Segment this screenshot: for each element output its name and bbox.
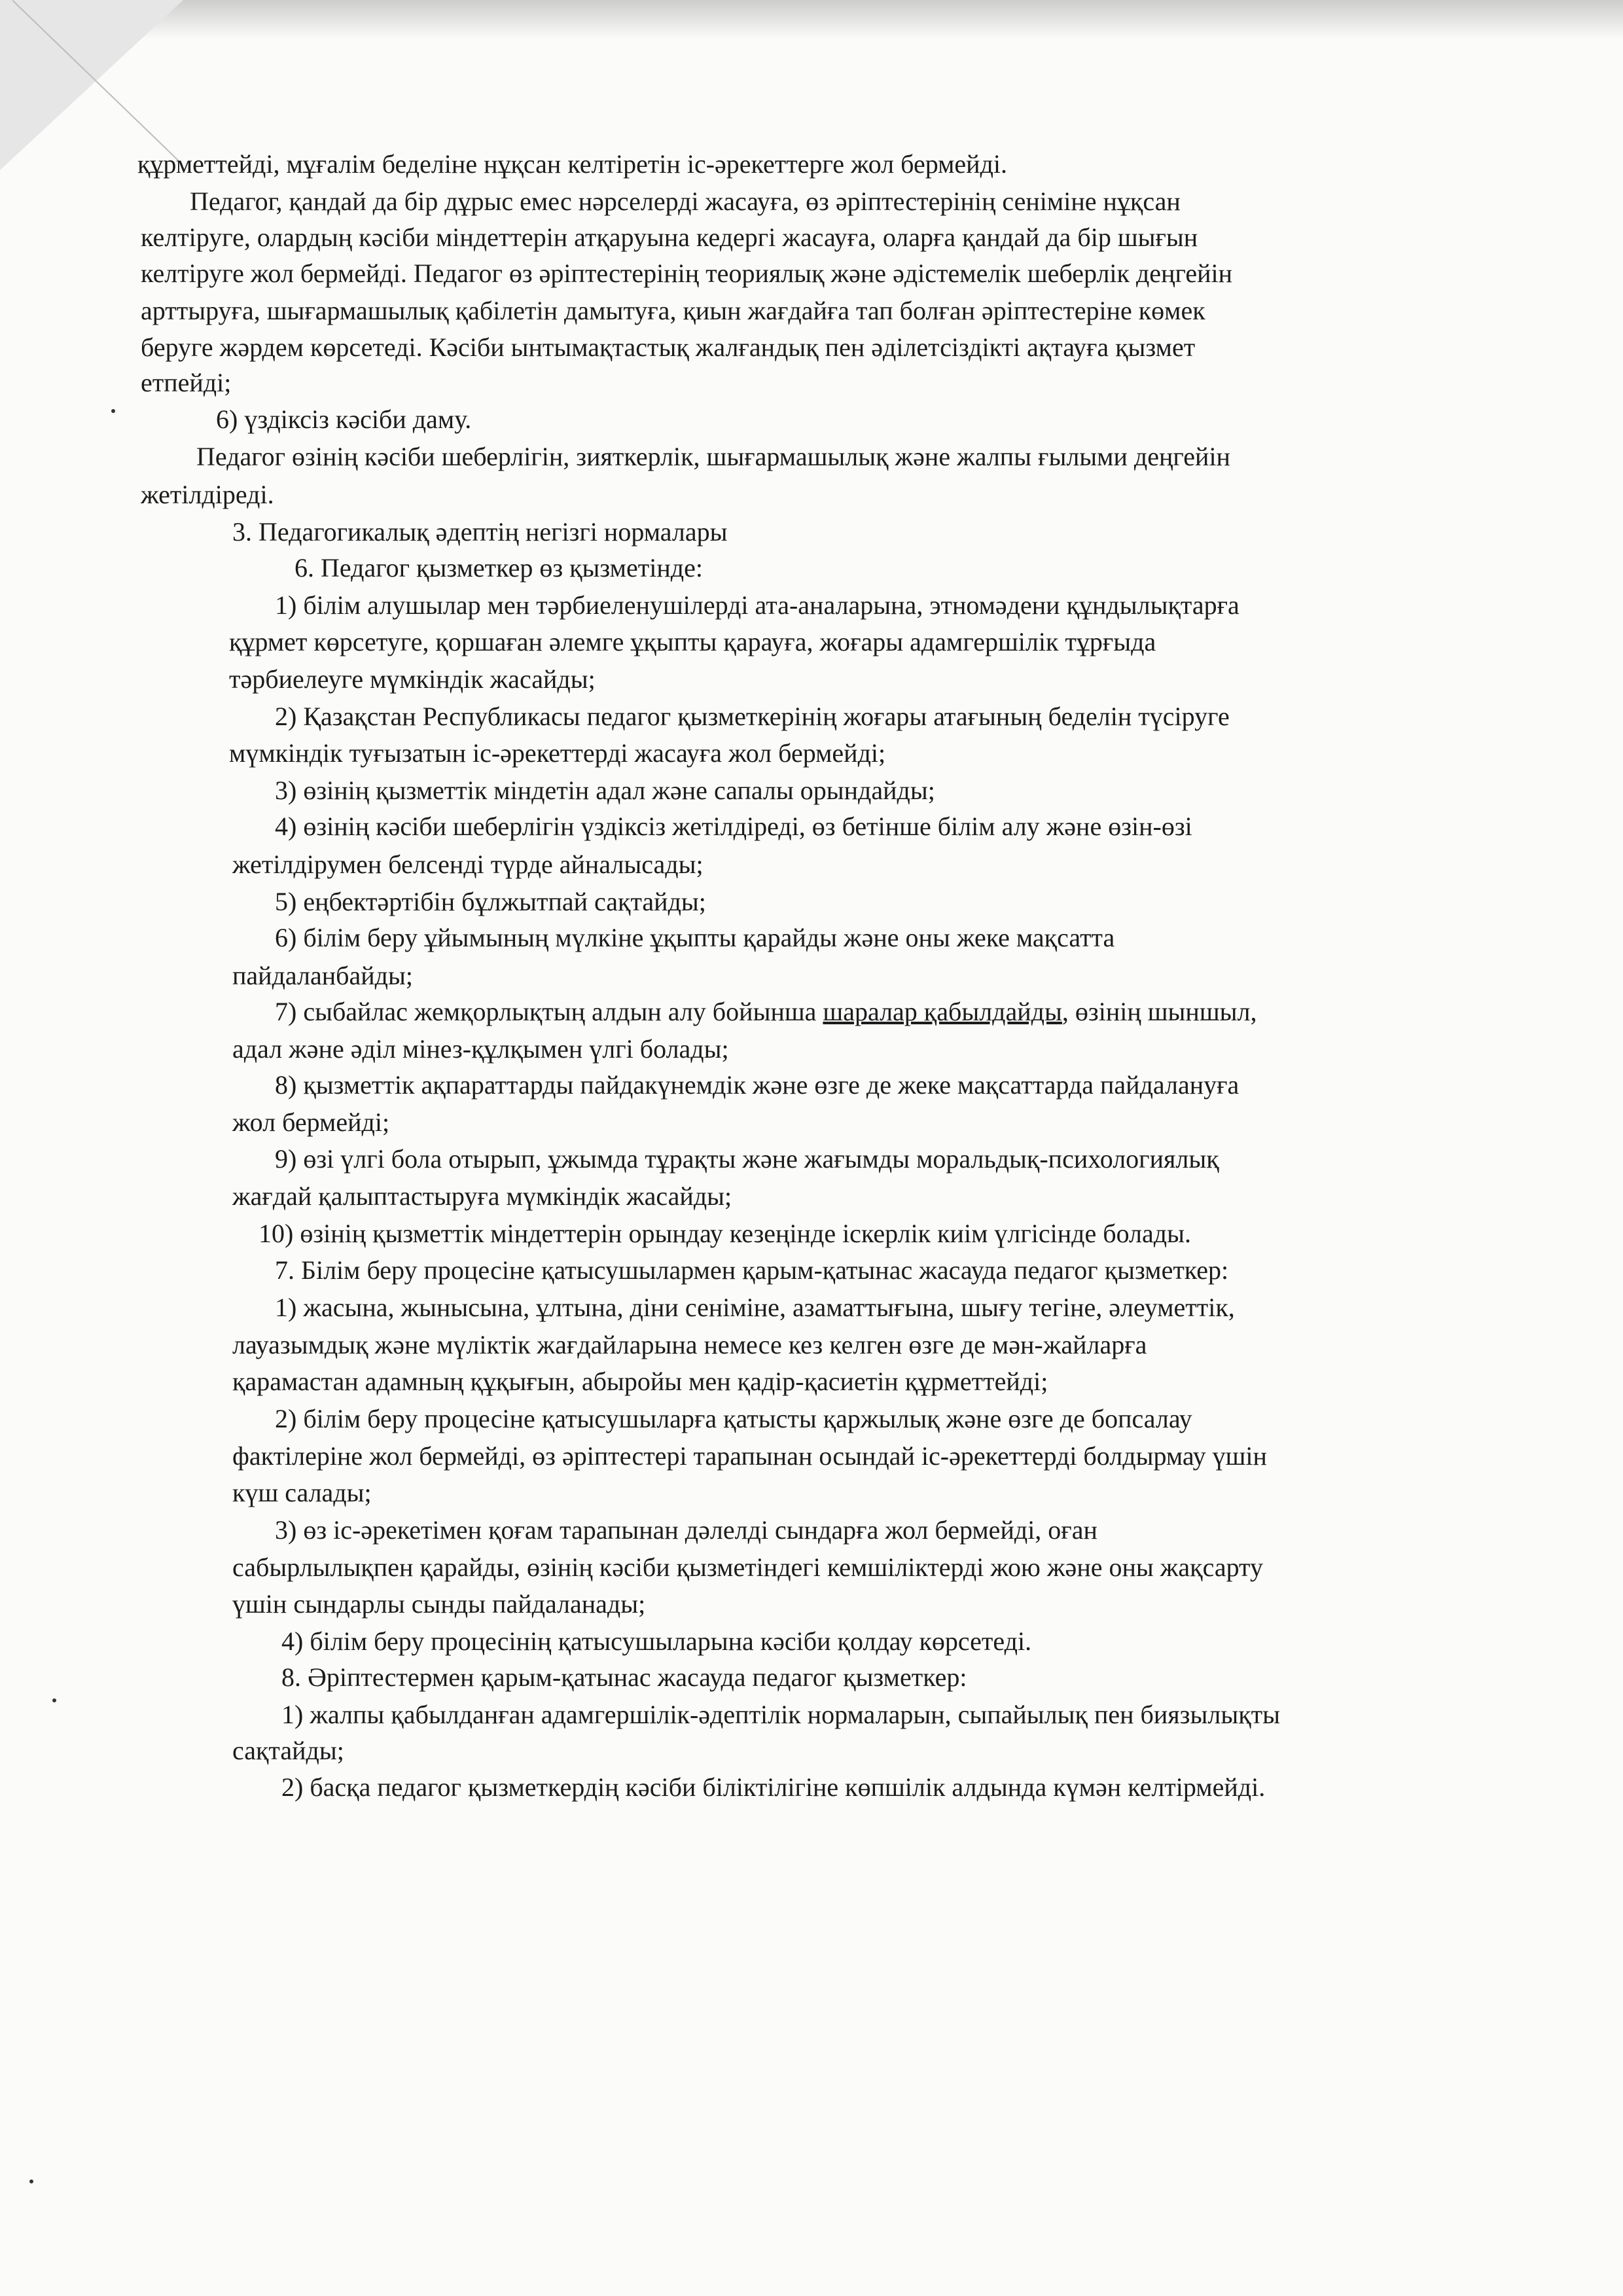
text-line-36: фактілеріне жол бермейді, өз әріптестері тарапынан осындай іс-әрекеттерді болдырмау үшін [232,1441,1267,1471]
text-line-38: 3) өз іс-әрекетімен қоғам тарапынан дәлелді сындарға жол бермейді, оған [275,1515,1097,1545]
text-line-19: 4) өзінің кәсіби шеберлігін үздіксіз жетілдіреді, өз бетінше білім алу және өзін-өзі [275,812,1192,841]
text-line-32: 1) жасына, жынысына, ұлтына, діни сеніміне, азаматтығына, шығу тегіне, әлеуметтік, [275,1293,1235,1322]
text-line-30: 10) өзінің қызметтік міндеттерін орындау кезеңінде іскерлік киім үлгісінде болады. [259,1219,1191,1248]
text-line-23: пайдаланбайды; [232,961,413,990]
text-line-40: үшін сындарлы сынды пайдаланады; [232,1589,646,1619]
text-line-5: арттыруға, шығармашылық қабілетін дамытуға, қиын жағдайға тап болған әріптестеріне көмек [141,296,1205,325]
text-line-41: 4) білім беру процесінің қатысушыларына кәсіби қолдау көрсетеді. [281,1626,1032,1656]
text-line-24-end: , өзінің шыншыл, [1061,997,1257,1026]
text-line-20: жетілдірумен белсенді түрде айналысады; [232,850,704,879]
text-line-8: 6) үздіксіз кәсіби даму. [216,404,472,434]
underlined-phrase: шаралар қабылдайды [823,997,1062,1026]
text-line-39: сабырлылықпен қарайды, өзінің кәсіби қызметіндегі кемшіліктерді жою және оны жақсарту [232,1552,1263,1582]
text-line-3: келтіруге, олардың кәсіби міндеттерін атқаруына кедергі жасауға, оларға қандай да бір шығын [141,223,1198,252]
scan-speck [52,1698,56,1702]
text-line-28: 9) өзі үлгі бола отырып, ұжымда тұрақты және жағымды моральдық-психологиялық [275,1144,1219,1174]
text-line-35: 2) білім беру процесіне қатысушыларға қатысты қаржылық және өзге де бопсалау [275,1404,1192,1433]
text-line-10: жетілдіреді. [141,480,274,509]
clause-8-heading: 8. Әріптестермен қарым-қатынас жасауда педагог қызметкер: [281,1662,967,1692]
text-line-26: 8) қызметтік ақпараттарды пайдакүнемдік және өзге де жеке мақсаттарда пайдалануға [275,1070,1240,1100]
text-line-24-start: 7) сыбайлас жемқорлықтың алдын алу бойынша [275,997,823,1026]
text-line-22: 6) білім беру ұйымының мүлкіне ұқыпты қарайды және оны жеке мақсатта [275,923,1115,952]
text-line-27: жол бермейді; [232,1107,390,1137]
text-line-16: 2) Қазақстан Республикасы педагог қызметкерінің жоғары атағының беделін түсіруге [275,702,1230,731]
text-line-43: 1) жалпы қабылданған адамгершілік-әдептілік нормаларын, сыпайылық пен биязылықты [281,1700,1280,1729]
text-line-7: етпейді; [141,368,232,397]
text-line-25: адал және әділ мінез-құлқымен үлгі болады; [232,1034,729,1064]
clause-7-heading: 7. Білім беру процесіне қатысушылармен қарым-қатынас жасауда педагог қызметкер: [275,1255,1229,1285]
text-line-13: 1) білім алушылар мен тәрбиеленушілерді ата-аналарына, этномәдени құндылықтарға [275,590,1240,620]
text-line-37: күш салады; [232,1478,372,1507]
text-line-1: құрметтейді, мұғалім беделіне нұқсан келтіретін іс-әрекеттерге жол бермейді. [137,149,1008,179]
text-line-18: 3) өзінің қызметтік міндетін адал және сапалы орындайды; [275,776,935,805]
text-line-45: 2) басқа педагог қызметкердің кәсіби біліктілігіне көпшілік алдында күмән келтірмейді. [281,1772,1266,1802]
text-line-2: Педагог, қандай да бір дұрыс емес нәрселерді жасауға, өз әріптестерінің сеніміне нұқсан [190,187,1181,216]
text-line-21: 5) еңбектәртібін бұлжытпай сақтайды; [275,887,706,916]
text-line-9: Педагог өзінің кәсіби шеберлігін, зияткерлік, шығармашылық және жалпы ғылыми деңгейін [196,442,1230,471]
text-line-6: беруге жәрдем көрсетеді. Кәсіби ынтымақтастық жалғандық пен әділетсіздікті ақтауға қызмет [141,332,1196,362]
scan-speck [111,409,115,413]
text-line-34: қарамастан адамның құқығын, абыройы мен қадір-қасиетін құрметтейді; [232,1367,1048,1396]
section-heading-3: 3. Педагогикалық әдептің негізгі нормалары [232,517,728,547]
text-line-29: жағдай қалыптастыруға мүмкіндік жасайды; [232,1181,732,1211]
text-line-4: келтіруге жол бермейді. Педагог өз әріптестерінің теориялық және әдістемелік шеберлік деңгейін [141,259,1233,288]
text-line-14: құрмет көрсетуге, қоршаған әлемге ұқыпты қарауға, жоғары адамгершілік тұрғыда [229,627,1156,656]
clause-6-heading: 6. Педагог қызметкер өз қызметінде: [294,553,703,583]
text-line-24 [275,997,1257,1027]
text-line-33: лауазымдық және мүліктік жағдайларына немесе кез келген өзге де мән-жайларға [232,1330,1147,1359]
text-line-17: мүмкіндік туғызатын іс-әрекеттерді жасауға жол бермейді; [229,738,886,768]
text-line-15: тәрбиелеуге мүмкіндік жасайды; [229,664,596,694]
scan-speck [29,2179,33,2183]
text-line-44: сақтайды; [232,1736,344,1765]
